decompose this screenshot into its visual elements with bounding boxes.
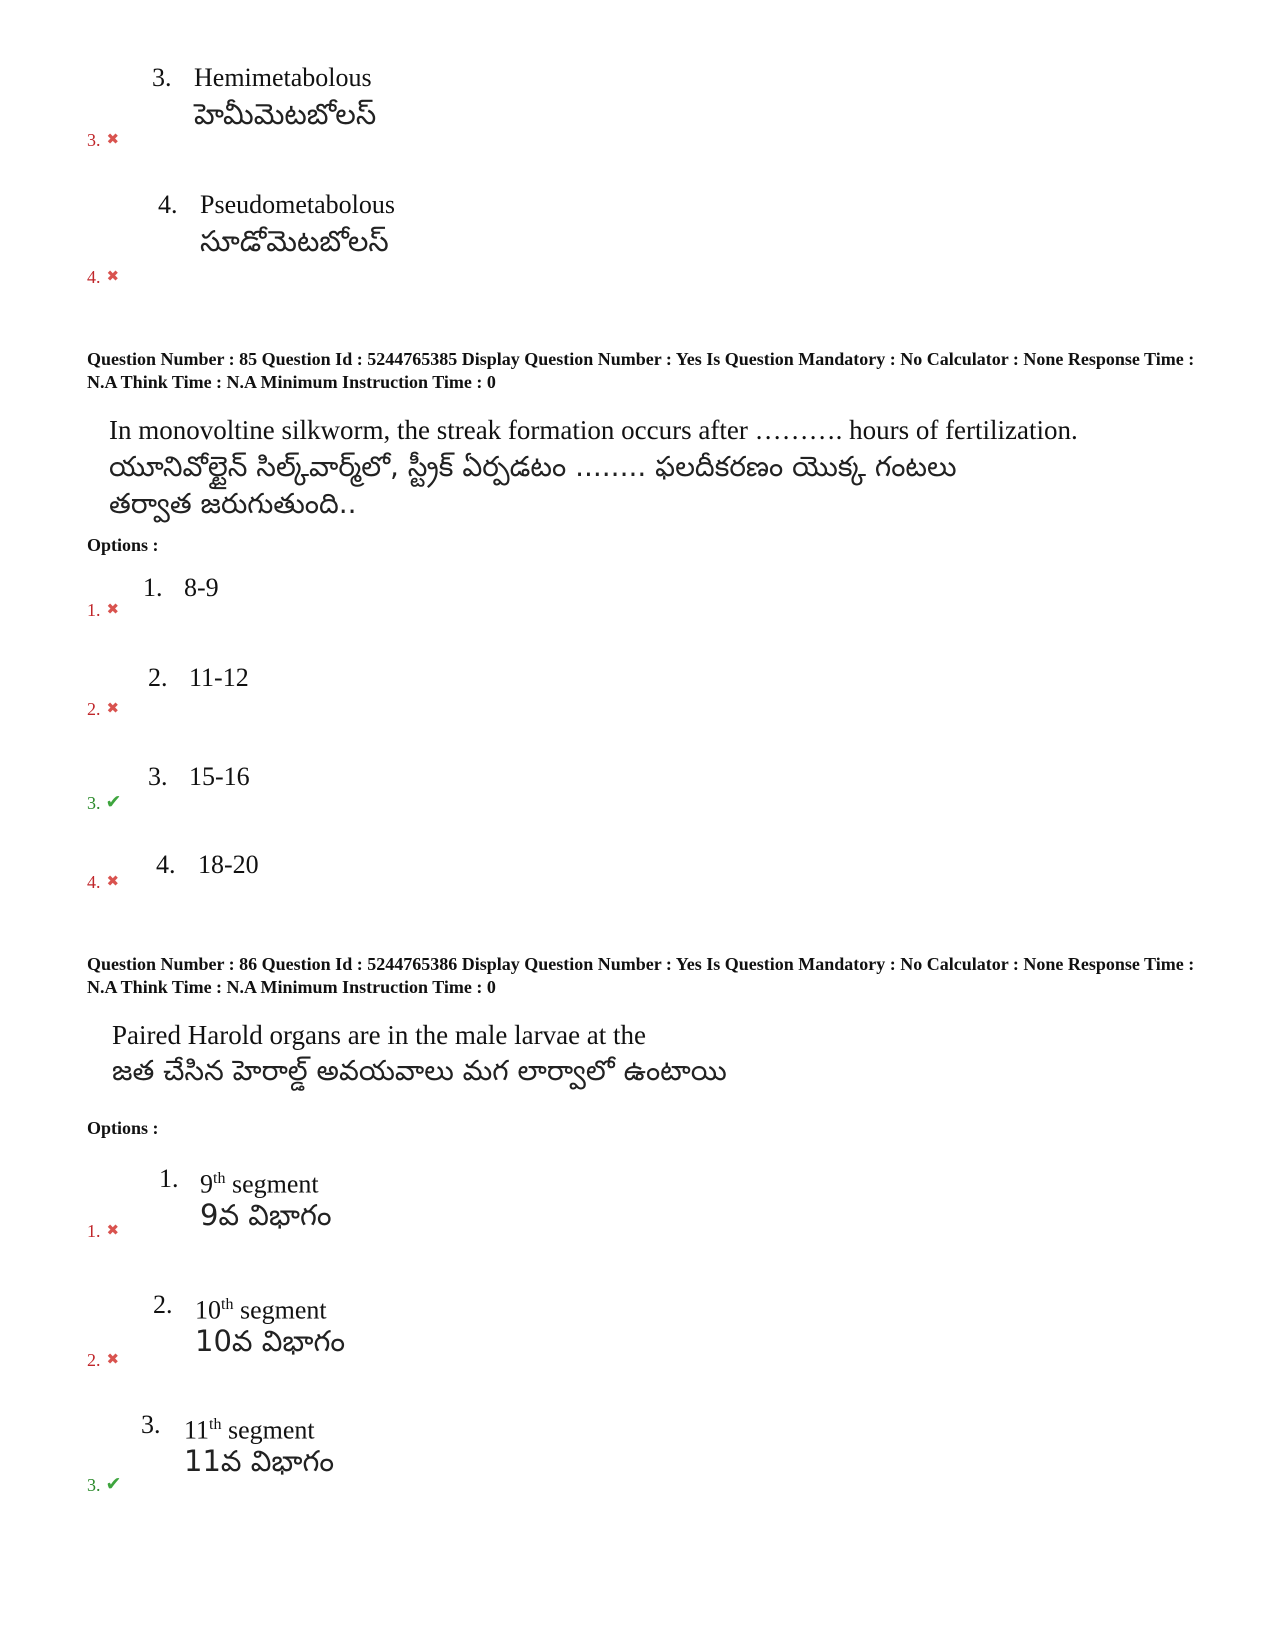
wrong-cross-icon: ✖	[106, 600, 120, 618]
option-number: 3.	[141, 1410, 161, 1439]
wrong-cross-icon: ✖	[106, 267, 120, 285]
option-text-telugu: సూడోమెటబోలస్	[200, 224, 389, 258]
option-number: 2.	[153, 1290, 173, 1319]
option-status-marker: 4. ✖	[87, 872, 120, 892]
option-status-marker: 3. ✔	[87, 1473, 122, 1495]
option-number: 4.	[158, 190, 178, 219]
option-status-marker: 2. ✖	[87, 699, 120, 719]
question-meta: Question Number : 85 Question Id : 5244765385 Display Question Number : Yes Is Question Mandatory : No Calculator : None Response Time : N.A Think Time : N.A Minimum Instruction Time : 0	[87, 349, 1195, 392]
option-number: 2.	[148, 663, 168, 692]
options-label: Options :	[87, 1118, 159, 1138]
option-text-telugu: హెమీమెటబోలస్	[194, 97, 377, 131]
option-text-english: 10th segment	[195, 1295, 327, 1325]
option-number: 1.	[159, 1164, 179, 1193]
question-text-english: In monovoltine silkworm, the streak formation occurs after ………. hours of fertilization.	[109, 415, 1078, 445]
option-text-english: 8-9	[184, 573, 219, 602]
option-status-marker: 1. ✖	[87, 1221, 120, 1241]
option-number: 3.	[148, 762, 168, 791]
option-number: 1.	[143, 573, 163, 602]
wrong-cross-icon: ✖	[106, 130, 120, 148]
option-text-english: 11th segment	[184, 1415, 315, 1445]
question-text-telugu: జత చేసిన హెరాల్డ్ అవయవాలు మగ లార్వాలో ఉంటాయి	[112, 1054, 727, 1087]
option-text-english: Pseudometabolous	[200, 190, 395, 219]
wrong-cross-icon: ✖	[106, 699, 120, 717]
option-status-marker: 4. ✖	[87, 267, 120, 287]
option-text-english: 9th segment	[200, 1169, 319, 1199]
wrong-cross-icon: ✖	[106, 872, 120, 890]
option-status-marker: 1. ✖	[87, 600, 120, 620]
correct-check-icon: ✔	[105, 791, 122, 813]
option-text-english: Hemimetabolous	[194, 63, 372, 92]
question-text-telugu-line2: తర్వాత జరుగుతుంది..	[109, 487, 357, 520]
options-label: Options :	[87, 535, 159, 555]
option-number: 4.	[156, 850, 176, 879]
correct-check-icon: ✔	[105, 1473, 122, 1495]
option-text-telugu: 9వ విభాగం	[200, 1198, 332, 1232]
wrong-cross-icon: ✖	[106, 1221, 120, 1239]
question-text-telugu: యూనివోల్టైన్ సిల్క్‌వార్మ్‌లో, స్ట్రీక్ ఏర్పడటం ........ ఫలదీకరణం యొక్క గంటలు	[109, 450, 957, 483]
option-text-english: 15-16	[189, 762, 250, 791]
option-text-telugu: 11వ విభాగం	[184, 1444, 335, 1478]
wrong-cross-icon: ✖	[106, 1350, 120, 1368]
option-text-english: 18-20	[198, 850, 259, 879]
option-status-marker: 3. ✖	[87, 130, 120, 150]
option-status-marker: 3. ✔	[87, 791, 122, 813]
question-meta: Question Number : 86 Question Id : 5244765386 Display Question Number : Yes Is Question Mandatory : No Calculator : None Response Time : N.A Think Time : N.A Minimum Instruction Time : 0	[87, 954, 1195, 997]
option-text-telugu: 10వ విభాగం	[195, 1324, 346, 1358]
option-text-english: 11-12	[189, 663, 249, 692]
option-status-marker: 2. ✖	[87, 1350, 120, 1370]
question-text-english: Paired Harold organs are in the male larvae at the	[112, 1020, 647, 1050]
option-number: 3.	[152, 63, 172, 92]
